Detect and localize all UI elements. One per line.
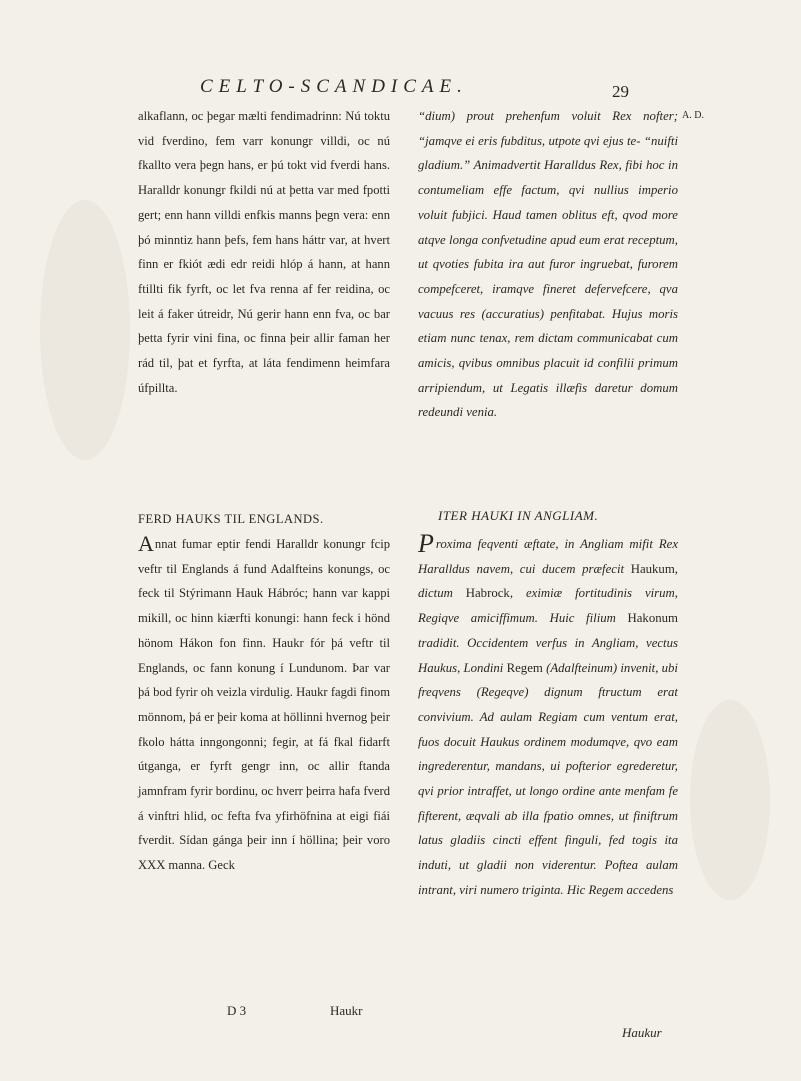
paper-stain bbox=[40, 200, 130, 460]
name-roman: Haukum, bbox=[630, 561, 678, 576]
section-heading-icelandic: FERD HAUKS TIL ENGLANDS. bbox=[138, 512, 324, 526]
paper-stain bbox=[690, 700, 770, 900]
icelandic-column-top: alkaflann, oc þegar mælti fendimadrinn: Nú toktu vid fverdino, fem varr konungr villdi, oc nú fkallto vera þegn hans, er þú tokt vid fverdi hans. Haralldr konungr fkildi nú at þetta var med fpotti gert; enn hann villdi enfkis manns þegn vera: enn þó minntiz hann þefs, fem hans háttr var, at hvert finn er fkiót ædi edr reidi hlóp á hann, at hann ftillti fik fyrft, oc let fva renna af fer reidina, oc leit á faker útreidr, Nú gerir hann enn fva, oc bar þetta fyrir vini fina, oc finna þeir allir faman her rád til, þat et fyrfta, at láta fendimenn heimfara úfpillta. bbox=[138, 109, 390, 395]
paragraph-text: (Adalfteinum) invenit, ubi freqvens (Regeqve) dignum ftructum erat convivium. Ad aulam Regiam cum ventum erat, fuos docuit Haukus ordinem modumqve, qvo eam ingrederentur, mandans, ui pofterior egrederetur, qvi prior intraffet, ut longo ordine ante menfam fe fifterent, æqvali ab illa fpatio omnes, ut finiftrum latus gladiis cincti effent finguli, fed togis ita induti, ut gladii non viderentur. Poftea aulam intrant, viri numero triginta. Hic Regem accedens bbox=[418, 660, 678, 897]
running-head: CELTO-SCANDICAE. bbox=[200, 76, 468, 97]
section-heading-latin: ITER HAUKI IN ANGLIAM. bbox=[438, 508, 599, 523]
drop-capital: P bbox=[418, 529, 434, 558]
page-number: 29 bbox=[612, 82, 629, 101]
signature-mark: D 3 bbox=[227, 1003, 247, 1018]
paragraph-text: dictum bbox=[418, 586, 466, 601]
paragraph-text: tradidit. Occidentem verfus in Angliam, vectus Haukus, Londini bbox=[418, 635, 678, 675]
paragraph-text: nnat fumar eptir fendi Haralldr konungr fcip veftr til Englands á fund Adalfteins konungs, oc feck til Stýrimann Hauk Hábróc; hann var kappi mikill, oc hinn kiærfti konungi: hann feck i hönd hönom Hákon fon finn. Haukr fór þá veftr til Englands, oc fann konung í Lundunom. Þar var þá bod fyrir oh veizla virdulig. Haukr fagdi finom mönnom, þá er þeir koma at höllinni hvernog þeir fkolo hátta inngongonni; fegir, at fá fkal fidarft útganga, er fyrft gengr inn, oc allir ftanda jamnfram fyrir bordinu, oc hverr þeirra hafa fverd á vinftri hlid, oc fefta fva yfirhöfnina at eigi fiái fverdit. Sídan gánga þeir inn í höllina; þeir voro XXX manna. Geck bbox=[138, 537, 390, 873]
name-roman: Regem bbox=[506, 660, 543, 675]
latin-column-bottom bbox=[418, 529, 678, 903]
catchword-left: Haukr bbox=[330, 1003, 363, 1018]
latin-column-top: “dium) prout prehenfum voluit Rex nofter; “jamqve ei eris fubditus, utpote qvi ejus te- “nuifti gladium.” Animadvertit Haralldus Rex, fibi hoc in contumeliam effe factum, qvi nullius imperio voluit fubjici. Haud tamen oblitus eft, qvod more atqve longa confvetudine apud eum erat receptum, ut qvoties fubita ira aut furor ingruebat, furorem compefceret, iramqve fineret defervefcere, qva vacuus res (accuratius) penfitabat. Hujus moris etiam nunc tenax, rem dictam communicabat cum amicis, qvibus omnibus placuit id confilii primum arripiendum, ut Legatis illæfis daretur domum redeundi venia. bbox=[418, 109, 678, 420]
margin-note-year: A. D. bbox=[682, 110, 704, 121]
name-roman: Hakonum bbox=[627, 611, 678, 626]
icelandic-column-bottom bbox=[138, 532, 390, 878]
drop-capital: A bbox=[138, 531, 154, 556]
paragraph-text: roxima feqventi æftate, in Angliam mifit Rex Haralldus navem, cui ducem præfecit bbox=[418, 537, 678, 576]
name-roman: Habrock, bbox=[465, 586, 514, 601]
catchword-right: Haukur bbox=[622, 1025, 662, 1040]
paragraph-text: eximiæ fortitudinis virum, Regiqve amiciffimum. Huic filium bbox=[418, 586, 678, 626]
